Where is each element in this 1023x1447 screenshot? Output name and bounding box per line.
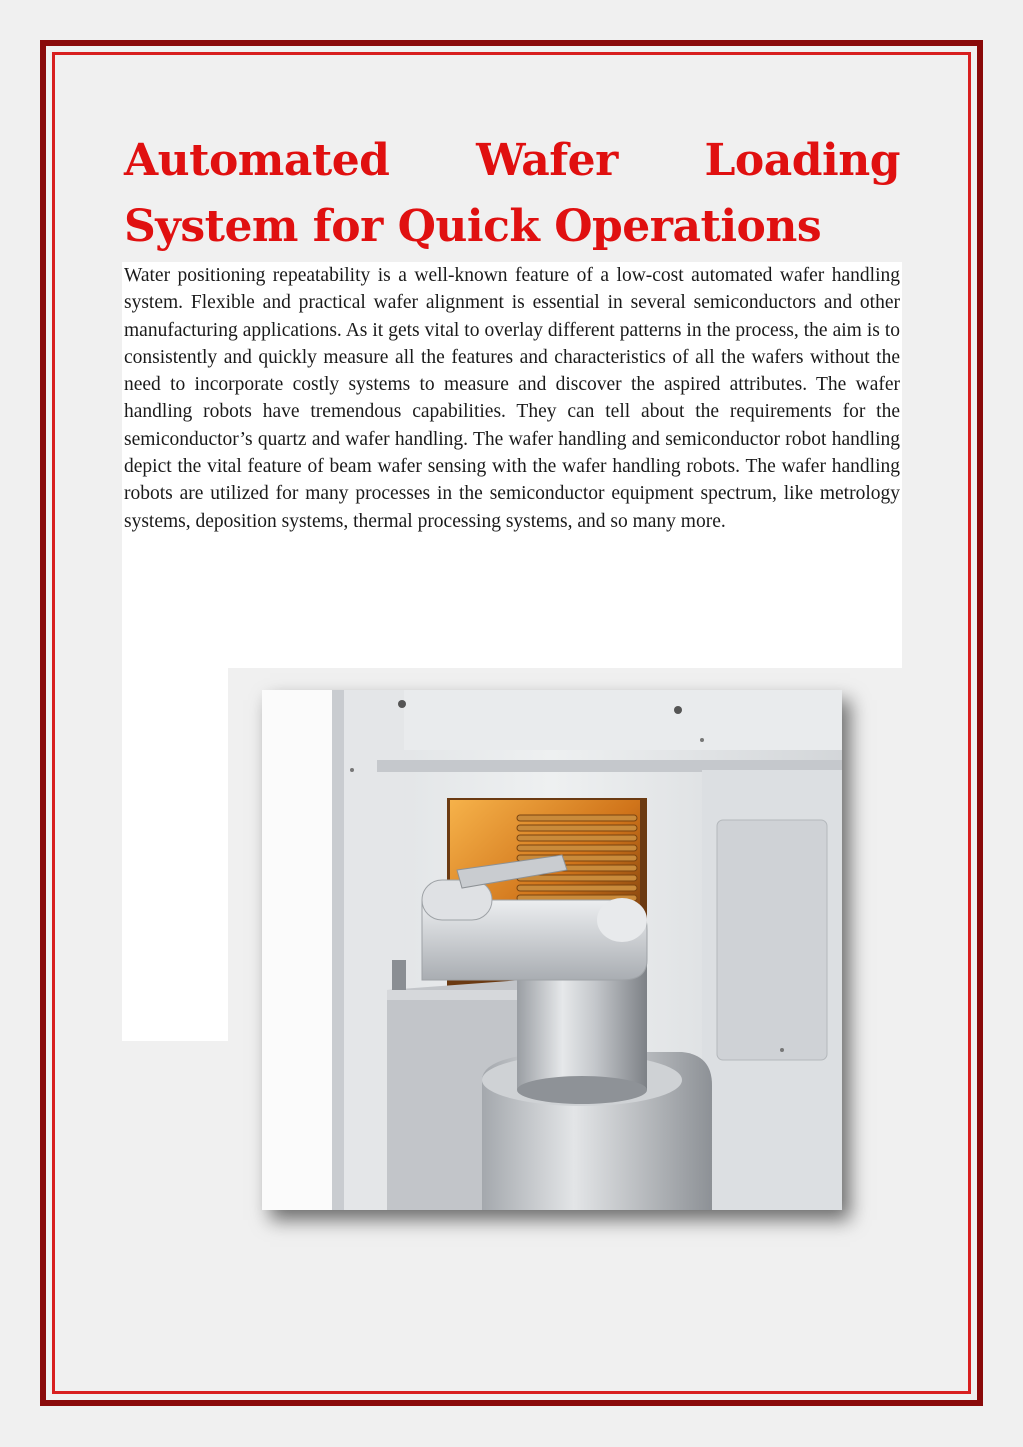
body-paragraph: Water positioning repeatability is a well-known feature of a low-cost automated wafer handling system. Flexible and practical wafer alignment is essential in several semiconductors and other manufacturing applications. As it gets vital to overlay different patterns in the process, the aim is to consistently and quickly measure all the features and characteristics of all the wafers without the need to incorporate costly systems to measure and discover the aspired attributes. The wafer handling robots have tremendous capabilities. They can tell about the requirements for the semiconductor’s quartz and wafer handling. The wafer handling and semiconductor robot handling depict the vital feature of beam wafer sensing with the wafer handling robots. The wafer handling robots are utilized for many processes in the semiconductor equipment spectrum, like metrology systems, deposition systems, thermal processing systems, and so many more. bbox=[124, 265, 900, 532]
panel-background-strip bbox=[122, 668, 228, 1041]
page-title: Automated Wafer Loading System for Quick Operations bbox=[124, 135, 900, 252]
wafer-robot-photo bbox=[262, 690, 842, 1210]
